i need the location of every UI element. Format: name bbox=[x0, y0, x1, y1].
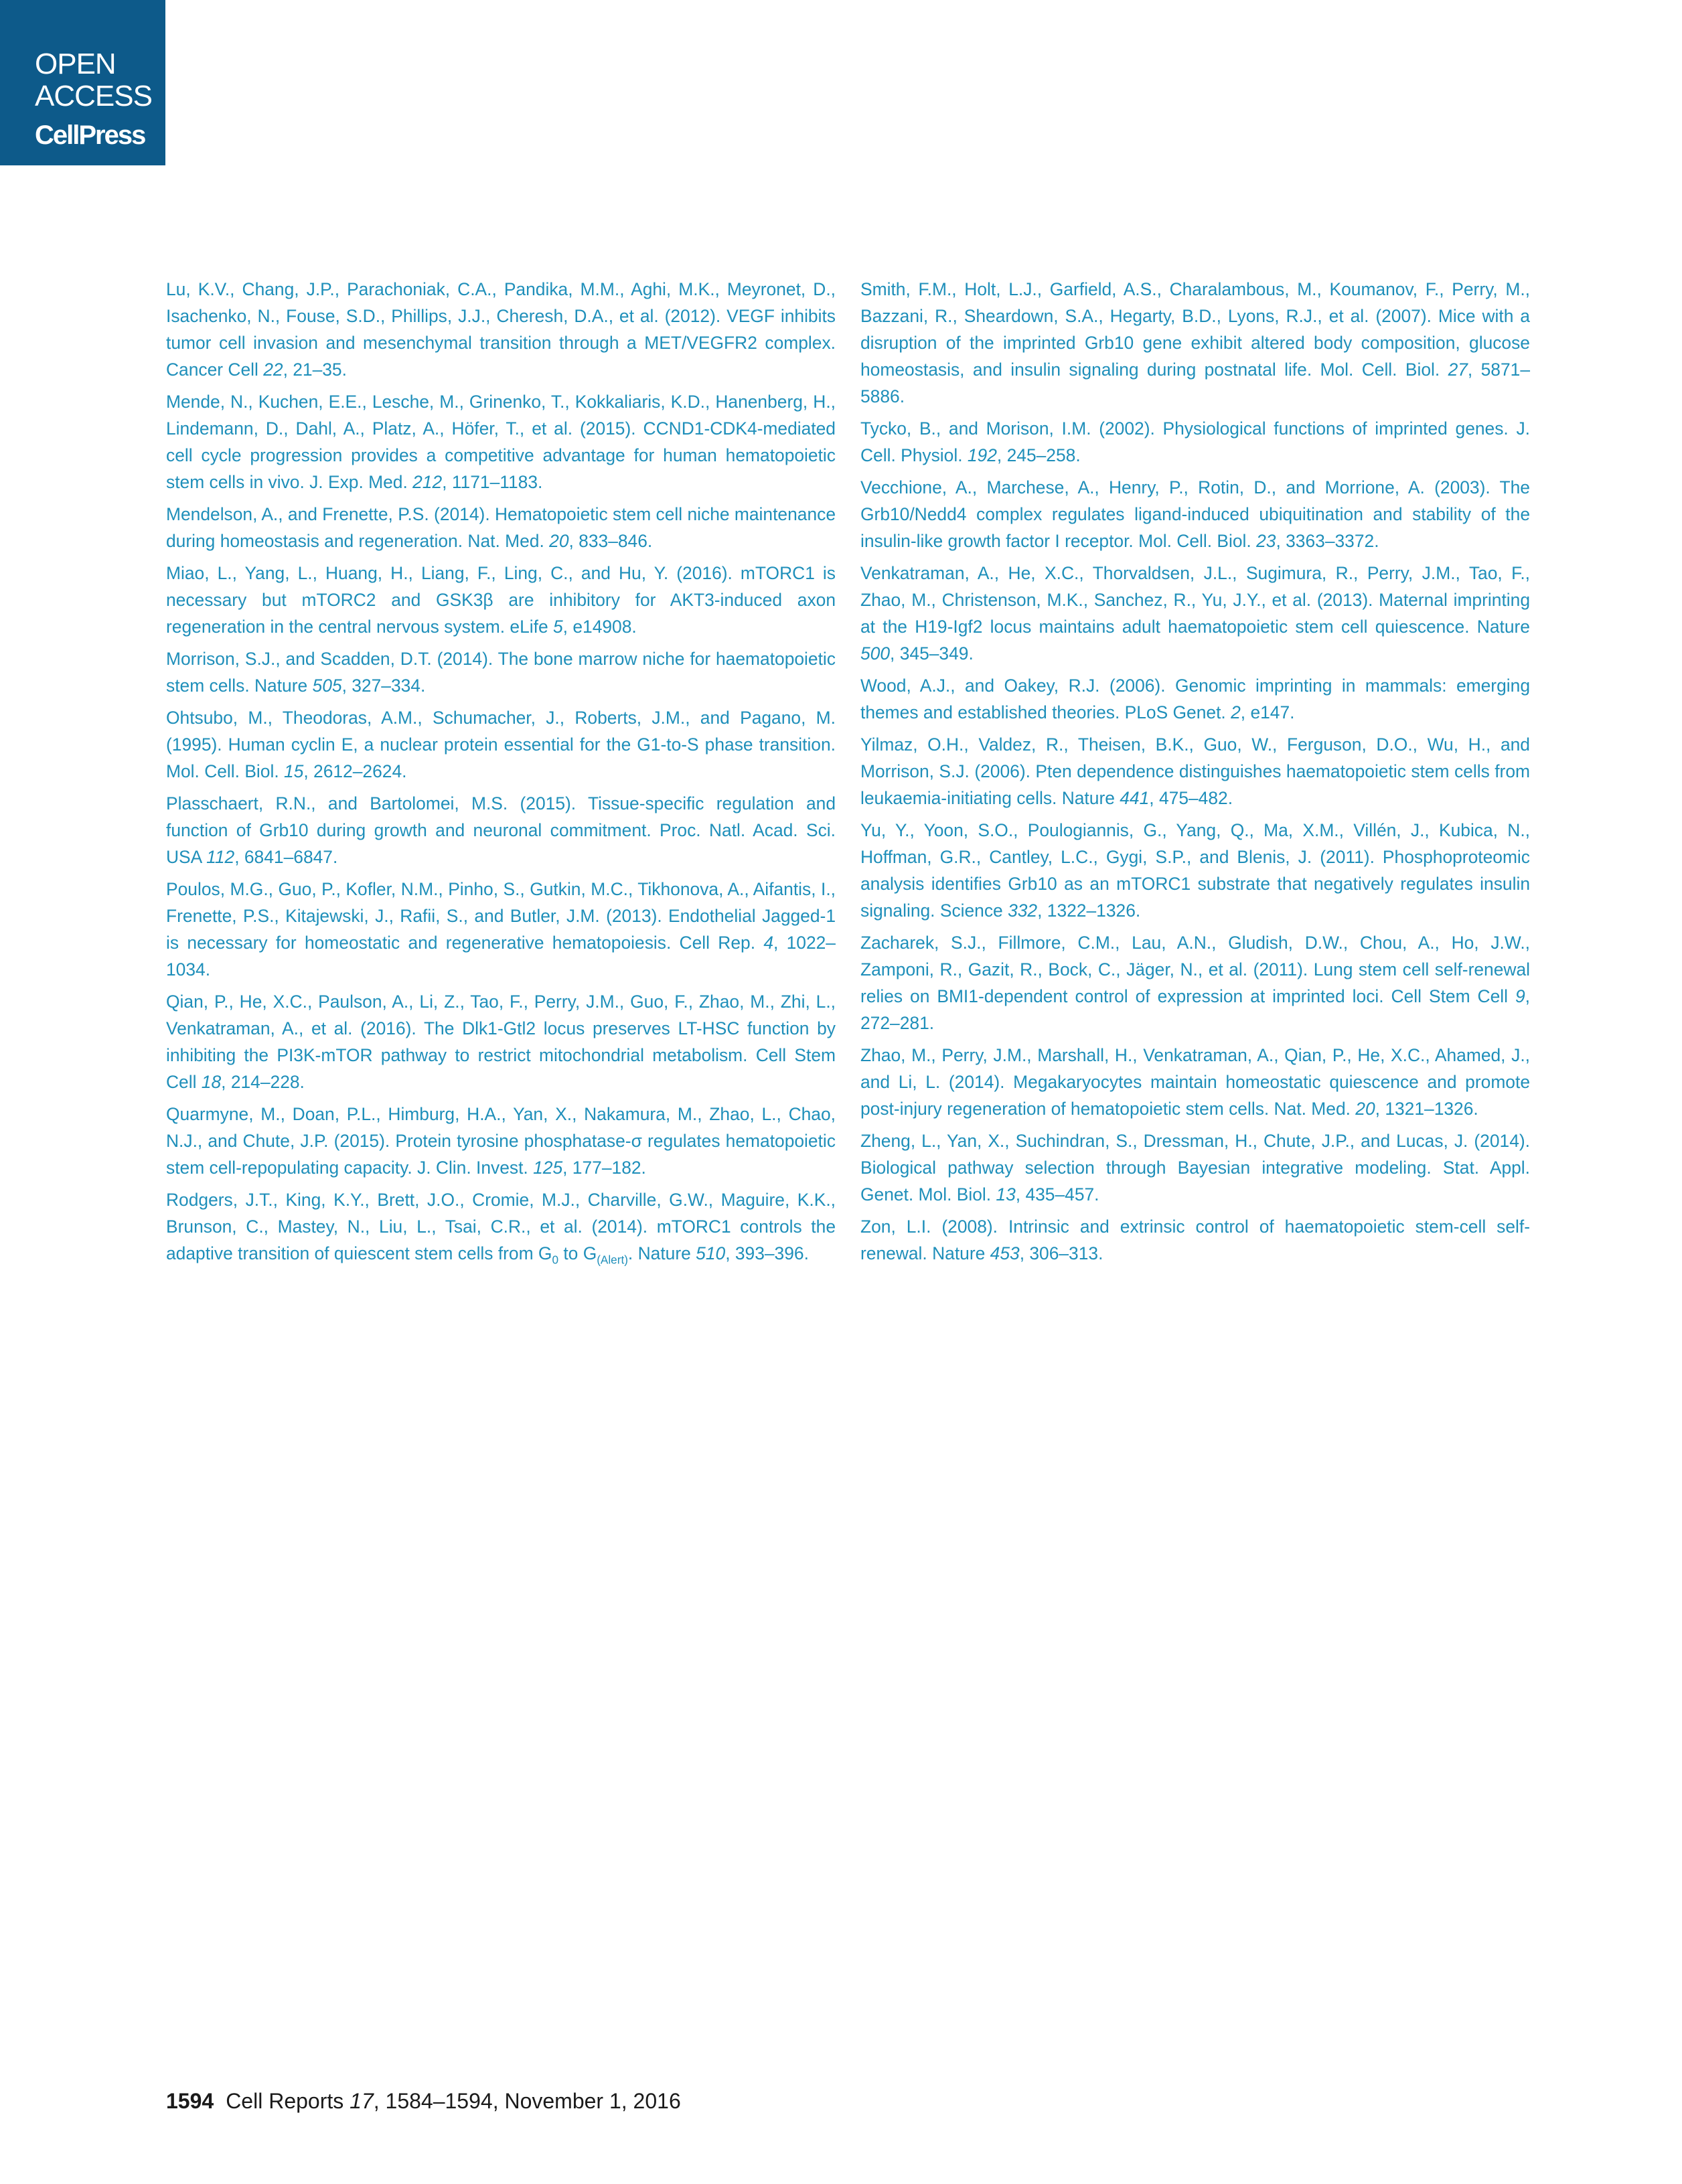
reference-item[interactable]: Quarmyne, M., Doan, P.L., Himburg, H.A., Yan, X., Nakamura, M., Zhao, L., Chao, N.J., and Chute, J.P. (2015). Protein tyrosine phosphatase-σ regulates hematopoietic stem cell-repopulating capacity. J. Clin. Invest. 125, 177–182. bbox=[166, 1104, 836, 1178]
reference-item[interactable]: Vecchione, A., Marchese, A., Henry, P., Rotin, D., and Morrione, A. (2003). The Grb10/Nedd4 complex regulates ligand-induced ubiquitination and stability of the insulin-like growth factor I receptor. Mol. Cell. Biol. 23, 3363–3372. bbox=[860, 477, 1530, 551]
page-footer bbox=[166, 2088, 681, 2114]
journal-name: Cell Reports bbox=[226, 2089, 350, 2113]
reference-item[interactable]: Wood, A.J., and Oakey, R.J. (2006). Genomic imprinting in mammals: emerging themes and established theories. PLoS Genet. 2, e147. bbox=[860, 676, 1530, 722]
reference-item[interactable]: Plasschaert, R.N., and Bartolomei, M.S. (2015). Tissue-specific regulation and function of Grb10 during growth and neuronal commitment. Proc. Natl. Acad. Sci. USA 112, 6841–6847. bbox=[166, 793, 836, 867]
open-access-badge bbox=[0, 0, 165, 165]
references-left-column bbox=[166, 276, 836, 1272]
reference-item[interactable]: Zon, L.I. (2008). Intrinsic and extrinsic control of haematopoietic stem-cell self-renewal. Nature 453, 306–313. bbox=[860, 1217, 1530, 1263]
journal-volume: 17 bbox=[350, 2089, 374, 2113]
reference-item[interactable]: Zhao, M., Perry, J.M., Marshall, H., Venkatraman, A., Qian, P., He, X.C., Ahamed, J., and Li, L. (2014). Megakaryocytes maintain homeostatic quiescence and promote post-injury regeneration of hematopoietic stem cells. Nat. Med. 20, 1321–1326. bbox=[860, 1045, 1530, 1119]
page-number: 1594 bbox=[166, 2089, 214, 2113]
reference-item[interactable]: Morrison, S.J., and Scadden, D.T. (2014). The bone marrow niche for haematopoietic stem cells. Nature 505, 327–334. bbox=[166, 649, 836, 696]
reference-item[interactable]: Zheng, L., Yan, X., Suchindran, S., Dressman, H., Chute, J.P., and Lucas, J. (2014). Biological pathway selection through Bayesian integrative modeling. Stat. Appl. Genet. Mol. Biol. 13, 435–457. bbox=[860, 1131, 1530, 1204]
reference-item[interactable]: Ohtsubo, M., Theodoras, A.M., Schumacher, J., Roberts, J.M., and Pagano, M. (1995). Human cyclin E, a nuclear protein essential for the G1-to-S phase transition. Mol. Cell. Biol. 15, 2612–2624. bbox=[166, 708, 836, 781]
reference-item[interactable]: Smith, F.M., Holt, L.J., Garfield, A.S., Charalambous, M., Koumanov, F., Perry, M., Bazzani, R., Sheardown, S.A., Hegarty, B.D., Lyons, R.J., et al. (2007). Mice with a disruption of the imprinted Grb10 gene exhibit altered body composition, glucose homeostasis, and insulin signaling during postnatal life. Mol. Cell. Biol. 27, 5871–5886. bbox=[860, 279, 1530, 406]
reference-item[interactable]: Mendelson, A., and Frenette, P.S. (2014). Hematopoietic stem cell niche maintenance during homeostasis and regeneration. Nat. Med. 20, 833–846. bbox=[166, 504, 836, 551]
reference-item[interactable]: Mende, N., Kuchen, E.E., Lesche, M., Grinenko, T., Kokkaliaris, K.D., Hanenberg, H., Lindemann, D., Dahl, A., Platz, A., Höfer, T., et al. (2015). CCND1-CDK4-mediated cell cycle progression provides a competitive advantage for human hematopoietic stem cells in vivo. J. Exp. Med. 212, 1171–1183. bbox=[166, 392, 836, 492]
reference-item[interactable]: Qian, P., He, X.C., Paulson, A., Li, Z., Tao, F., Perry, J.M., Guo, F., Zhao, M., Zhi, L., Venkatraman, A., et al. (2016). The Dlk1-Gtl2 locus preserves LT-HSC function by inhibiting the PI3K-mTOR pathway to restrict mitochondrial metabolism. Cell Stem Cell 18, 214–228. bbox=[166, 992, 836, 1092]
open-access-label: OPEN ACCESS bbox=[35, 48, 152, 112]
reference-item[interactable]: Zacharek, S.J., Fillmore, C.M., Lau, A.N., Gludish, D.W., Chou, A., Ho, J.W., Zamponi, R., Gazit, R., Bock, C., Jäger, N., et al. (2011). Lung stem cell self-renewal relies on BMI1-dependent control of expression at imprinted loci. Cell Stem Cell 9, 272–281. bbox=[860, 933, 1530, 1033]
reference-rodgers[interactable]: Rodgers, J.T., King, K.Y., Brett, J.O., Cromie, M.J., Charville, G.W., Maguire, K.K., Brunson, C., Mastey, N., Liu, L., Tsai, C.R., et al. (2014). mTORC1 controls the adaptive transition of quiescent stem cells from $G_0$ to $G_{(Alert)}$. Nature 510, 393–396. bbox=[166, 1190, 836, 1267]
journal-citation: , 1584–1594, November 1, 2016 bbox=[373, 2089, 681, 2113]
reference-item[interactable]: Yu, Y., Yoon, S.O., Poulogiannis, G., Yang, Q., Ma, X.M., Villén, J., Kubica, N., Hoffman, G.R., Cantley, L.C., Gygi, S.P., and Blenis, J. (2011). Phosphoproteomic analysis identifies Grb10 as an mTORC1 substrate that negatively regulates insulin signaling. Science 332, 1322–1326. bbox=[860, 820, 1530, 921]
references-right-column bbox=[860, 276, 1530, 1272]
reference-item[interactable]: Venkatraman, A., He, X.C., Thorvaldsen, J.L., Sugimura, R., Perry, J.M., Tao, F., Zhao, M., Christenson, M.K., Sanchez, R., Yu, J.Y., et al. (2013). Maternal imprinting at the H19-Igf2 locus maintains adult haematopoietic stem cell quiescence. Nature 500, 345–349. bbox=[860, 563, 1530, 664]
reference-item[interactable]: Miao, L., Yang, L., Huang, H., Liang, F., Ling, C., and Hu, Y. (2016). mTORC1 is necessary but mTORC2 and GSK3β are inhibitory for AKT3-induced axon regeneration in the central nervous system. eLife 5, e14908. bbox=[166, 563, 836, 637]
reference-item[interactable]: Tycko, B., and Morison, I.M. (2002). Physiological functions of imprinted genes. J. Cell. Physiol. 192, 245–258. bbox=[860, 418, 1530, 465]
reference-item[interactable]: Lu, K.V., Chang, J.P., Parachoniak, C.A., Pandika, M.M., Aghi, M.K., Meyronet, D., Isachenko, N., Fouse, S.D., Phillips, J.J., Cheresh, D.A., et al. (2012). VEGF inhibits tumor cell invasion and mesenchymal transition through a MET/VEGFR2 complex. Cancer Cell 22, 21–35. bbox=[166, 279, 836, 380]
cellpress-logo: CellPress bbox=[35, 121, 145, 150]
reference-item[interactable]: Poulos, M.G., Guo, P., Kofler, N.M., Pinho, S., Gutkin, M.C., Tikhonova, A., Aifantis, I., Frenette, P.S., Kitajewski, J., Rafii, S., and Butler, J.M. (2013). Endothelial Jagged-1 is necessary for homeostatic and regenerative hematopoiesis. Cell Rep. 4, 1022–1034. bbox=[166, 879, 836, 980]
reference-item[interactable]: Yilmaz, O.H., Valdez, R., Theisen, B.K., Guo, W., Ferguson, D.O., Wu, H., and Morrison, S.J. (2006). Pten dependence distinguishes haematopoietic stem cells from leukaemia-initiating cells. Nature 441, 475–482. bbox=[860, 734, 1530, 808]
